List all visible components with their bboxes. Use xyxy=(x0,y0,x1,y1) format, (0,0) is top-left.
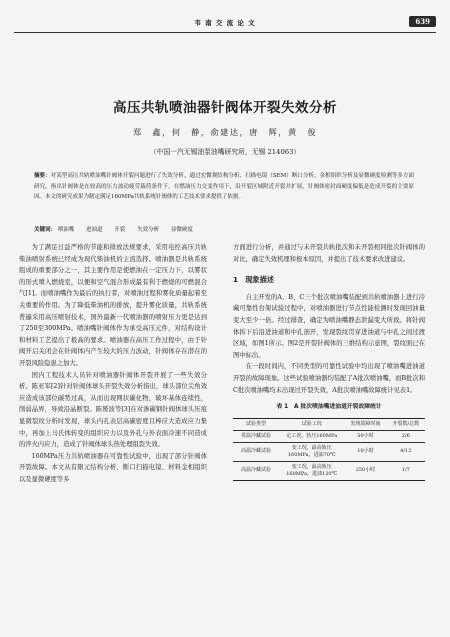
body-paragraph: 160MPa压力共轨喷油器在可靠性试验中，出现了部分针阀体开裂故障。本文从有限元结构分析、断口扫描电镜、材料金相组织以及显微硬度等多 xyxy=(19,452,207,483)
running-header xyxy=(14,16,436,30)
section-heading: 1 现象描述 xyxy=(233,275,274,285)
table-cell: 50小时 xyxy=(344,430,386,442)
affiliation: （中国一汽无锡油泵油嘴研究所，无锡 214063） xyxy=(149,148,301,156)
keyword: 失效分析 xyxy=(137,227,160,233)
keyword: 开裂 xyxy=(114,227,126,233)
author-list: 郑 鑫，何 静，俞建达，唐 辉，黄 俊 xyxy=(132,127,318,137)
table-cell: 变工况，最高轨压160MPa，进油120℃ xyxy=(279,461,344,480)
keyword: 显微硬度 xyxy=(170,227,193,233)
abstract-label: 摘要： xyxy=(34,173,51,179)
body-paragraph: 在一段时间内，不同类型的可靠性试验中均出现了喷油嘴进油道开裂的故障现象。这些试验喷油器均装配了A批次喷油嘴，而B批次和C批次喷油嘴均未出现过开裂失效，A批次喷油嘴故障统计见表1。 xyxy=(233,363,425,394)
table-header-cell: 发现故障时间 xyxy=(344,418,386,430)
page-number-badge: 639 xyxy=(409,16,436,27)
table-cell: 1/7 xyxy=(387,461,425,480)
body-paragraph: 为了满足日益严格的节能和排放法规要求，采用电控高压共轨柴油喷射系统已经成为现代柴油机的主流选择。喷油器是共轨系统组成的重要部分之一，其主要作用是使燃油在一定压力下，以雾状的形式喷入燃烧室，以便和空气混合形成最有利于燃烧的可燃混合气[1]。而喷油嘴作为最后的执行者，对喷油过程和雾化质量起着至关重要的作用。为了降低柴油机的排放，提升雾化质量，共轨系统普遍采用高压喷射技术，国外最新一代喷油器的喷射压力更是达到了250至300MPa。喷油嘴针阀体作为承受高压元件，对结构设计和材料工艺提出了极高的要求。喷油器在高压工作过程中，由于针阀开启关闭会在针阀体内产生较大的压力波动，针阀体存在潜在的开裂风险隐患之加大。 xyxy=(19,244,207,367)
table-header-cell: 试验工况 xyxy=(279,418,344,430)
table-cell: 常温冷藏试验 xyxy=(233,430,279,442)
body-paragraph: 方面进行分析，并通过与未开裂共轨批次和未开裂相同批次针阀体的对比，确定失效机理和根本原因，并提出了技术要求改进建议。 xyxy=(233,244,425,263)
table-cell: 250小时 xyxy=(344,461,386,480)
table-row xyxy=(233,430,425,442)
table-caption: 表 1 A 批次喷油嘴进油道开裂故障统计 xyxy=(276,404,382,411)
fault-statistics-table xyxy=(233,418,425,481)
table-cell: 2/6 xyxy=(387,430,425,442)
keywords xyxy=(34,225,414,235)
paper-title: 高压共轨喷油器针阀体开裂失效分析 xyxy=(113,100,337,116)
abstract xyxy=(34,171,414,203)
keywords-label: 关键词： xyxy=(34,227,57,233)
table-header-row xyxy=(233,418,425,430)
keyword: 喷油嘴 xyxy=(57,227,75,233)
table-cell: 4/12 xyxy=(387,442,425,461)
body-paragraph: 国内工程技术人员针对喷油器针阀体开裂开展了一些失效分析。陈亚军[2]针对针阀体球头开裂失效分析指出，球头部位尖角效应造成该部位碳势过高，从而出现网状碳化物，破坏基体连续性，削弱晶界，导致沿晶断裂。陈赟波等[3]在对渗碳钢针阀体球头压痕显微裂纹分析时发现，球头内孔表层高碳密度且棒应大造成应力集中，再加上马氏体转变的组织应力以及外孔与外表面冷速不同造成的淬火内应力，造成了针阀体球头热处理组裂失效。 xyxy=(19,371,207,449)
table-cell: 高温冷藏试验 xyxy=(233,442,279,461)
table-header-cell: 开裂数/总数 xyxy=(387,418,425,430)
table-cell: 定工况，轨压160MPa xyxy=(279,430,344,442)
table-row xyxy=(233,461,425,480)
table-header-cell: 试验类型 xyxy=(233,418,279,430)
right-column xyxy=(233,242,425,481)
keyword: 进油道 xyxy=(86,227,103,233)
table-row xyxy=(233,442,425,461)
table-cell: 变工况，最高轨压160MPa，进油70℃ xyxy=(279,442,344,461)
table-cell: 10小时 xyxy=(344,442,386,461)
abstract-text: 对某型高压共轨喷油嘴针阀体开裂问题进行了失效分析。通过宏微观结构分析、扫描电镜（SEM）断口分析、金相组织分析及显微硬度检测等多方面研究，指出针阀体是在较高的压力波动疲劳载荷条件下，在燃油压力交变作用下，沿开裂区域附近开裂并扩展，针阀体密封面硬度偏低是造成开裂的主要原因。本文的研究成果为制定满足160MPa共轨系统针阀体的工艺技术要求提供了依据。 xyxy=(34,173,414,200)
journal-section-title: 韦 南 交 流 论 文 xyxy=(194,19,256,27)
header-rule xyxy=(14,32,436,33)
table-cell: 高温冷藏试验 xyxy=(233,461,279,480)
body-paragraph: 自主开发的A、B、C三个批次喷油嘴装配到共轨喷油器上进行冷藏可靠性台架试验过程中，对喷油器进行节点性能检测时发现回油量变大至少一倍。经过排查，确定为喷油嘴静态泄漏变大所致。将针阀体拆下后沿进油道和中孔剖开，发现裂纹贯穿进油道与中孔之间过渡区域，如图1所示。图2是开裂针阀体的三维结构示意图，裂纹面已在图中标出。 xyxy=(233,293,425,359)
left-column xyxy=(19,242,207,485)
